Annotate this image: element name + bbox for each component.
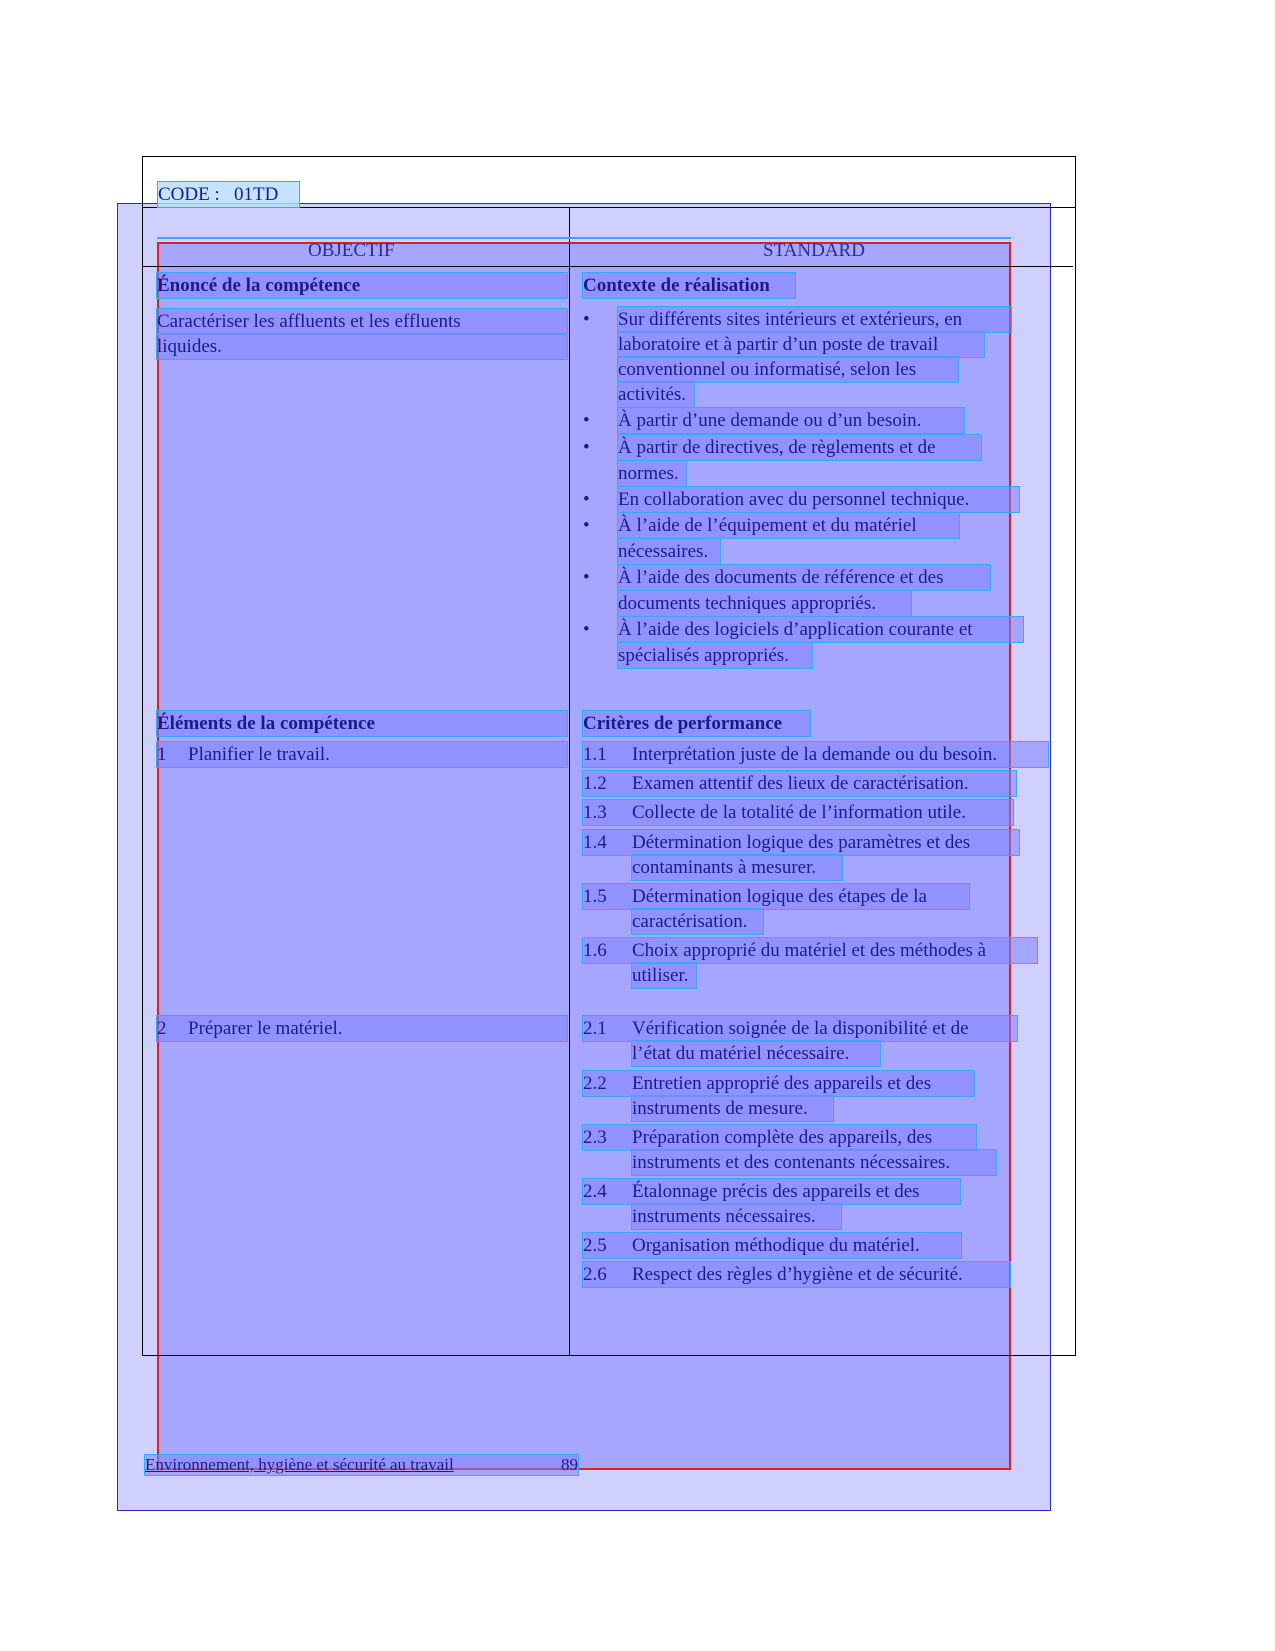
critere-text: Choix approprié du matériel et des méthodes à <box>632 940 987 961</box>
contexte-6-line-2: documents techniques appropriés. <box>618 591 911 616</box>
critere-2-4 <box>583 1179 960 1204</box>
critere-2-1-line-2: l’état du matériel nécessaire. <box>632 1041 880 1066</box>
critere-number: 2.3 <box>583 1127 607 1148</box>
element-2-text: Préparer le matériel. <box>188 1018 343 1039</box>
critere-2-3-line-2: instruments et des contenants nécessaires. <box>632 1150 996 1175</box>
contexte-5-line-2: nécessaires. <box>618 539 720 564</box>
bullet-icon: • <box>583 437 590 458</box>
code-label: CODE : <box>158 184 220 205</box>
critere-text: Examen attentif des lieux de caractérisation. <box>632 773 969 794</box>
contexte-5-line-1: À l’aide de l’équipement et du matériel <box>618 513 959 538</box>
standard-header: STANDARD <box>763 240 865 261</box>
bullet-icon: • <box>583 567 590 588</box>
critere-2-6 <box>583 1262 1010 1287</box>
critere-2-4-line-2: instruments nécessaires. <box>632 1204 841 1229</box>
critere-number: 1.3 <box>583 802 607 823</box>
contexte-7-line-2: spécialisés appropriés. <box>618 643 812 668</box>
critere-2-1 <box>583 1016 1017 1041</box>
column-divider <box>569 207 570 1356</box>
critere-text: Étalonnage précis des appareils et des <box>632 1181 920 1202</box>
critere-number: 1.2 <box>583 773 607 794</box>
element-2-number: 2 <box>157 1018 167 1039</box>
critere-text: Respect des règles d’hygiène et de sécurité. <box>632 1264 963 1285</box>
bullet-icon: • <box>583 309 590 330</box>
contexte-1-line-4: activités. <box>618 382 694 407</box>
critere-2-2 <box>583 1071 974 1096</box>
critere-2-3 <box>583 1125 976 1150</box>
objectif-header: OBJECTIF <box>308 240 395 261</box>
critere-2-5 <box>583 1233 961 1258</box>
bullet-icon: • <box>583 515 590 536</box>
contexte-1-line-2: laboratoire et à partir d’un poste de travail <box>618 332 984 357</box>
critere-text: Entretien approprié des appareils et des <box>632 1073 932 1094</box>
critere-number: 1.4 <box>583 832 607 853</box>
critere-number: 1.5 <box>583 886 607 907</box>
critere-1-3 <box>583 800 1013 825</box>
element-2 <box>157 1016 567 1041</box>
bullet-icon: • <box>583 410 590 431</box>
bullet-icon: • <box>583 489 590 510</box>
element-1 <box>157 742 567 767</box>
critere-number: 1.1 <box>583 744 607 765</box>
critere-text: Vérification soignée de la disponibilité et de <box>632 1018 969 1039</box>
element-1-text: Planifier le travail. <box>188 744 330 765</box>
critere-text: Interprétation juste de la demande ou du besoin. <box>632 744 998 765</box>
critere-text: Collecte de la totalité de l’information utile. <box>632 802 966 823</box>
critere-text: Préparation complète des appareils, des <box>632 1127 933 1148</box>
contexte-title: Contexte de réalisation <box>583 273 795 298</box>
critere-1-6-line-2: utiliser. <box>632 963 696 988</box>
critere-1-5 <box>583 884 969 909</box>
elements-title: Éléments de la compétence <box>157 711 567 736</box>
page-footer <box>145 1455 578 1475</box>
contexte-7-line-1: À l’aide des logiciels d’application courante et <box>618 617 1023 642</box>
bullet-icon: • <box>583 619 590 640</box>
footer-text: Environnement, hygiène et sécurité au travail <box>145 1455 454 1474</box>
code-separator <box>142 207 1076 208</box>
contexte-1-line-1: Sur différents sites intérieurs et extérieurs, en <box>618 307 1011 332</box>
enonce-title: Énoncé de la compétence <box>157 273 567 298</box>
critere-text: Organisation méthodique du matériel. <box>632 1235 920 1256</box>
critere-number: 1.6 <box>583 940 607 961</box>
critere-number: 2.5 <box>583 1235 607 1256</box>
contexte-6-line-1: À l’aide des documents de référence et des <box>618 565 990 590</box>
critere-number: 2.4 <box>583 1181 607 1202</box>
critere-2-2-line-2: instruments de mesure. <box>632 1096 833 1121</box>
critere-number: 2.2 <box>583 1073 607 1094</box>
critere-number: 2.1 <box>583 1018 607 1039</box>
critere-1-2 <box>583 771 1016 796</box>
contexte-1-line-3: conventionnel ou informatisé, selon les <box>618 357 958 382</box>
contexte-3-line-2: normes. <box>618 461 686 486</box>
enonce-line-1: Caractériser les affluents et les effluents <box>157 309 567 334</box>
element-1-number: 1 <box>157 744 167 765</box>
critere-text: Détermination logique des étapes de la <box>632 886 927 907</box>
critere-number: 2.6 <box>583 1264 607 1285</box>
critere-1-4 <box>583 830 1019 855</box>
critere-1-1 <box>583 742 1048 767</box>
contexte-3-line-1: À partir de directives, de règlements et de <box>618 435 981 460</box>
critere-1-5-line-2: caractérisation. <box>632 909 763 934</box>
critere-1-6 <box>583 938 1037 963</box>
code-line <box>158 182 299 207</box>
enonce-line-2: liquides. <box>157 334 567 359</box>
critere-text: Détermination logique des paramètres et des <box>632 832 971 853</box>
code-value: 01TD <box>234 184 279 205</box>
page-number: 89 <box>561 1455 578 1474</box>
critere-1-4-line-2: contaminants à mesurer. <box>632 855 842 880</box>
contexte-2-line-1: À partir d’une demande ou d’un besoin. <box>618 408 964 433</box>
contexte-4-line-1: En collaboration avec du personnel technique. <box>618 487 1019 512</box>
header-separator <box>142 266 1073 267</box>
criteres-title: Critères de performance <box>583 711 810 736</box>
